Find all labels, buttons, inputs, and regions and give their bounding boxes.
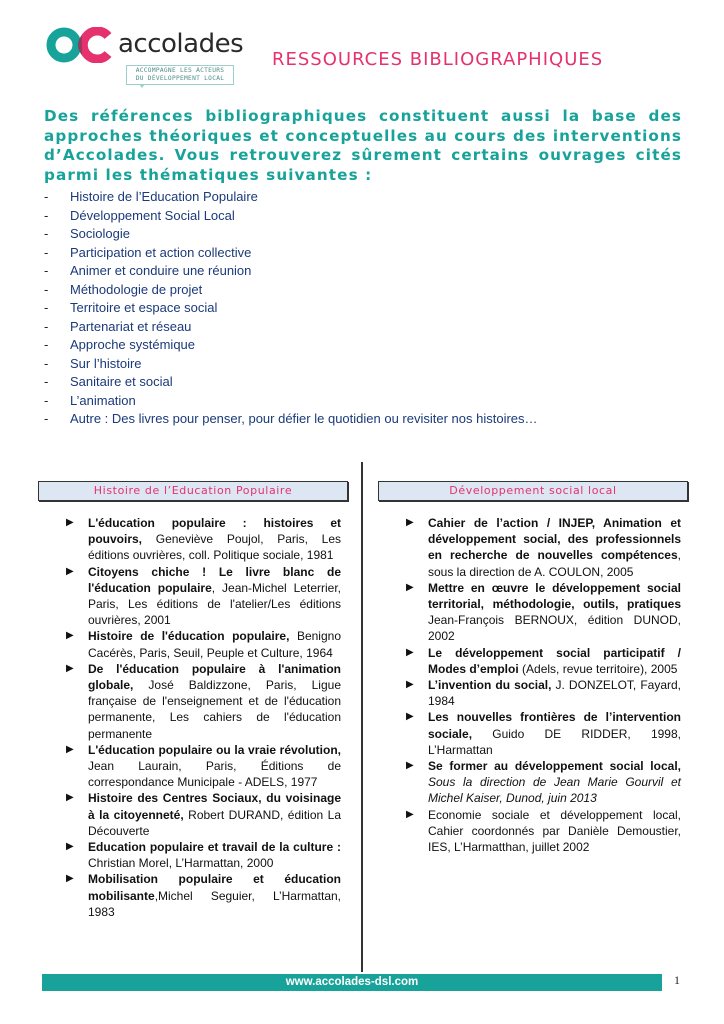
section-heading: Développement social local bbox=[378, 481, 688, 501]
reference-item bbox=[38, 628, 348, 660]
reference-details: Robert DURAND, édition La Découverte bbox=[88, 807, 341, 838]
dash-bullet-icon: - bbox=[44, 411, 49, 426]
reference-item bbox=[378, 709, 688, 758]
dash-bullet-icon: - bbox=[44, 337, 49, 352]
theme-item bbox=[44, 336, 644, 355]
dash-bullet-icon: - bbox=[44, 281, 49, 297]
theme-item bbox=[44, 355, 644, 374]
theme-item bbox=[44, 373, 644, 392]
reference-item bbox=[38, 515, 348, 564]
theme-label: Autre : Des livres pour penser, pour défier le quotidien ou revisiter nos histoires… bbox=[70, 411, 538, 426]
reference-details: Jean Laurain, Paris, Éditions de correspondance Municipale - ADELS, 1977 bbox=[88, 759, 341, 790]
reference-title: L’invention du social, bbox=[428, 678, 552, 693]
theme-label: Territoire et espace social bbox=[70, 300, 218, 315]
reference-details: J. DONZELOT, Fayard, 1984 bbox=[428, 678, 682, 709]
reference-item bbox=[378, 645, 688, 677]
reference-title: L'éducation populaire : histoires et pouvoirs, bbox=[88, 516, 341, 547]
triangle-bullet-icon: ▶ bbox=[406, 581, 414, 593]
reference-title: Le développement social participatif / Modes d’emploi bbox=[428, 645, 681, 676]
reference-details: Benigno Cacérès, Paris, Seuil, Peuple et Culture, 1964 bbox=[88, 629, 341, 660]
reference-title: Education populaire et travail de la culture : bbox=[88, 840, 341, 855]
theme-label: Développement Social Local bbox=[70, 207, 235, 223]
reference-details: , sous la direction de A. COULON, 2005 bbox=[428, 548, 681, 579]
reference-item bbox=[38, 839, 348, 871]
theme-item bbox=[44, 262, 644, 281]
triangle-bullet-icon: ▶ bbox=[66, 792, 74, 804]
logo-tagline-line1: ACCOMPAGNE LES ACTEURS bbox=[135, 67, 225, 74]
reference-details: Christian Morel, L’Harmattan, 2000 bbox=[88, 856, 274, 871]
theme-item bbox=[44, 299, 644, 318]
reference-item bbox=[378, 758, 688, 807]
dash-bullet-icon: - bbox=[44, 392, 49, 408]
theme-label: Histoire de l’Education Populaire bbox=[70, 189, 258, 204]
reference-details: Sous la direction de Jean Marie Gourvil et Michel Kaiser, Dunod, juin 2013 bbox=[428, 775, 681, 806]
dash-bullet-icon: - bbox=[44, 318, 49, 334]
column-education-populaire bbox=[38, 481, 348, 920]
reference-item bbox=[38, 564, 348, 629]
theme-label: Approche systémique bbox=[70, 337, 196, 352]
reference-title: De l'éducation populaire à l'animation globale, bbox=[88, 661, 341, 693]
triangle-bullet-icon: ▶ bbox=[66, 565, 74, 577]
logo-tagline-line2: DU DÉVELOPPEMENT LOCAL bbox=[135, 75, 225, 82]
triangle-bullet-icon: ▶ bbox=[406, 760, 414, 772]
reference-item bbox=[378, 807, 688, 856]
dash-bullet-icon: - bbox=[44, 244, 49, 260]
theme-label: Sur l’histoire bbox=[70, 355, 142, 371]
dash-bullet-icon: - bbox=[44, 374, 49, 389]
logo-tagline bbox=[126, 65, 234, 85]
themes-list bbox=[44, 188, 644, 429]
triangle-bullet-icon: ▶ bbox=[406, 679, 414, 691]
footer-bar bbox=[42, 974, 662, 991]
dash-bullet-icon: - bbox=[44, 226, 49, 241]
reference-title: Les nouvelles frontières de l’intervention sociale, bbox=[428, 710, 681, 741]
triangle-bullet-icon: ▶ bbox=[66, 630, 74, 642]
reference-title: Mobilisation populaire et éducation mobilisante bbox=[88, 872, 341, 903]
reference-title: Citoyens chiche ! Le livre blanc de l'éducation populaire bbox=[88, 564, 341, 595]
theme-item bbox=[44, 225, 644, 244]
reference-details: Jean-François BERNOUX, édition DUNOD, 2002 bbox=[428, 613, 681, 644]
page-number: 1 bbox=[674, 973, 680, 987]
reference-title: L'éducation populaire ou la vraie révolution, bbox=[88, 742, 341, 757]
theme-item bbox=[44, 410, 644, 429]
theme-label: Sociologie bbox=[70, 226, 130, 241]
intro-paragraph: Des références bibliographiques constituent aussi la base des approches théoriques et conceptuelles au cours des interventions d’Accolades. Vous retrouverez sûrement certains ouvrages cités parmi les thématiques suivantes : bbox=[44, 107, 683, 184]
reference-list bbox=[378, 515, 688, 855]
reference-item bbox=[38, 790, 348, 839]
reference-title: Histoire des Centres Sociaux, du voisinage à la citoyenneté, bbox=[88, 791, 341, 822]
accolades-logo bbox=[46, 27, 244, 87]
triangle-bullet-icon: ▶ bbox=[406, 808, 414, 820]
dash-bullet-icon: - bbox=[44, 207, 49, 223]
reference-details: Guido DE RIDDER, 1998, L’Harmattan bbox=[428, 726, 681, 757]
theme-item bbox=[44, 318, 644, 337]
section-heading: Histoire de l’Education Populaire bbox=[38, 481, 348, 501]
reference-details: (Adels, revue territoire), 2005 bbox=[518, 661, 678, 676]
logo-wordmark: accolades bbox=[118, 29, 244, 59]
reference-item bbox=[38, 661, 348, 742]
reference-title: Mettre en œuvre le développement social territorial, méthodologie, outils, pratiques bbox=[428, 580, 681, 612]
theme-label: Méthodologie de projet bbox=[70, 281, 203, 297]
triangle-bullet-icon: ▶ bbox=[406, 711, 414, 723]
reference-item bbox=[378, 515, 688, 580]
reference-details: Geneviève Poujol, Paris, Les éditions ouvrières, coll. Politique sociale, 1981 bbox=[88, 532, 341, 563]
website-link[interactable]: www.accolades-dsl.com bbox=[285, 976, 419, 988]
triangle-bullet-icon: ▶ bbox=[406, 517, 414, 528]
theme-label: Sanitaire et social bbox=[70, 374, 173, 389]
reference-list bbox=[38, 515, 348, 920]
triangle-bullet-icon: ▶ bbox=[406, 646, 414, 658]
triangle-bullet-icon: ▶ bbox=[66, 743, 74, 755]
reference-details: ,Michel Seguier, L’Harmattan, 1983 bbox=[88, 888, 341, 919]
theme-item bbox=[44, 392, 644, 411]
theme-item bbox=[44, 207, 644, 226]
column-divider bbox=[361, 462, 363, 972]
logo-ac-mark-icon bbox=[46, 27, 116, 63]
theme-label: Animer et conduire une réunion bbox=[70, 263, 252, 278]
theme-label: L’animation bbox=[70, 392, 136, 408]
theme-label: Participation et action collective bbox=[70, 244, 252, 260]
reference-item bbox=[378, 677, 688, 709]
dash-bullet-icon: - bbox=[44, 300, 49, 315]
reference-details: , Jean-Michel Leterrier, Paris, Les éditions de l'atelier/Les éditions ouvrières, 2001 bbox=[88, 580, 341, 628]
column-developpement-social-local bbox=[378, 481, 688, 855]
theme-item bbox=[44, 188, 644, 207]
theme-label: Partenariat et réseau bbox=[70, 318, 192, 334]
theme-item bbox=[44, 281, 644, 300]
reference-title: Cahier de l’action / INJEP, Animation et développement social, des professionnels en recherche de nouvelles compétences bbox=[428, 516, 681, 563]
reference-item bbox=[378, 580, 688, 645]
triangle-bullet-icon: ▶ bbox=[66, 873, 74, 885]
page-title: RESSOURCES BIBLIOGRAPHIQUES bbox=[272, 49, 604, 70]
triangle-bullet-icon: ▶ bbox=[66, 662, 74, 674]
dash-bullet-icon: - bbox=[44, 189, 49, 204]
dash-bullet-icon: - bbox=[44, 355, 49, 371]
reference-item bbox=[38, 871, 348, 920]
reference-title: Se former au développement social local, bbox=[428, 759, 681, 774]
reference-details: José Baldizzone, Paris, Ligue française de l'enseignement et de l'éducation permanente, Les cahiers de l'éducation permanente bbox=[88, 678, 341, 741]
reference-details: Economie sociale et développement local, Cahier coordonnés par Danièle Demoustier, IES, L’Harmatthan, juillet 2002 bbox=[428, 807, 681, 855]
triangle-bullet-icon: ▶ bbox=[66, 841, 74, 853]
triangle-bullet-icon: ▶ bbox=[66, 517, 74, 528]
reference-title: Histoire de l'éducation populaire, bbox=[88, 629, 290, 644]
theme-item bbox=[44, 244, 644, 263]
reference-item bbox=[38, 742, 348, 791]
dash-bullet-icon: - bbox=[44, 263, 49, 278]
